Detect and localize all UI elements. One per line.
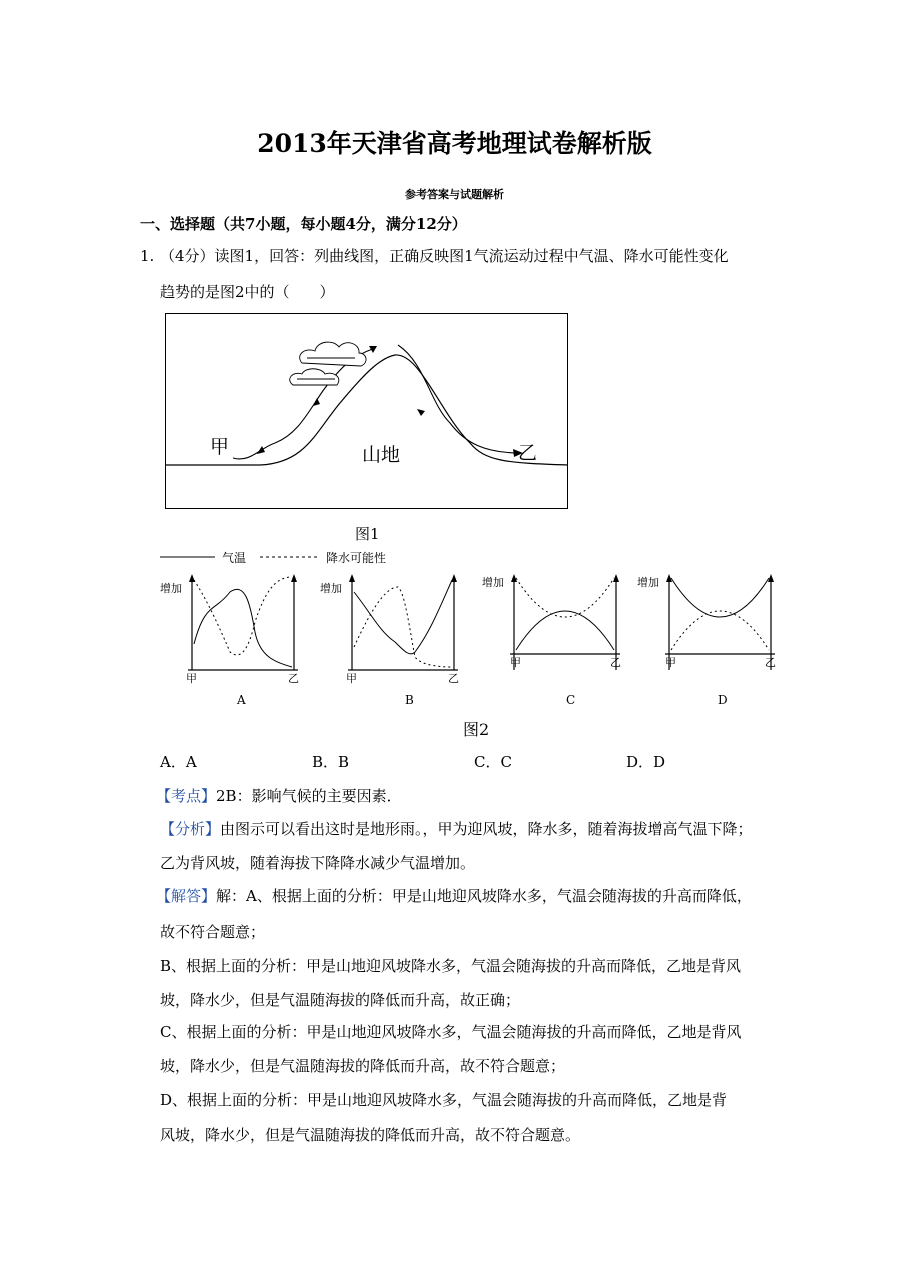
fig1-label-yi: 乙 [518,442,538,464]
panel-label-b: B [405,693,414,707]
jieda-line-2: 故不符合题意； [160,923,266,941]
chart-b-temp-line [354,580,452,654]
kaodian-line [156,786,402,806]
page-title: 2013年天津省高考地理试卷解析版 [257,129,652,158]
question-number: 1. [140,247,155,265]
chart-d-x-start: 甲 [665,656,676,669]
chart-panel-a [160,572,310,685]
fenxi-line-1 [160,819,753,839]
chart-c-svg [482,572,632,677]
panel-label-a: A [237,693,246,707]
jieda-tag: 【解答】 [156,887,217,905]
section-heading: 一、选择题（共7小题，每小题4分，满分12分） [140,215,467,233]
chart-c-x-end: 乙 [610,656,621,669]
chart-d-x-end: 乙 [765,656,776,669]
chart-c-y-label: 增加 [482,576,504,589]
cloud-icon [290,342,366,385]
legend-precip: 降水可能性 [326,551,387,565]
option-a: A．A [160,753,197,771]
jieda-b-line-1: B、根据上面的分析：甲是山地迎风坡降水多，气温会随海拔的升高而降低，乙地是背风 [160,957,742,975]
legend-temp: 气温 [222,551,247,565]
jieda-d-line-2: 风坡，降水少，但是气温随海拔的降低而升高，故不符合题意。 [160,1126,581,1144]
chart-panel-b [320,572,470,685]
figure-1-caption: 图1 [355,525,380,543]
kaodian-tag: 【考点】 [156,787,217,805]
chart-b-precip-line [354,587,452,667]
jieda-c-line-1: C、根据上面的分析：甲是山地迎风坡降水多，气温会随海拔的升高而降低，乙地是背风 [160,1023,742,1041]
chart-b-x-end: 乙 [448,672,459,685]
chart-d-y-label: 增加 [637,576,659,589]
fenxi-text-1: 由图示可以看出这时是地形雨。，甲为迎风坡，降水多，随着海拔增高气温下降； [220,820,753,838]
option-c: C．C [474,753,512,771]
panel-label-d: D [718,693,728,707]
panel-label-c: C [566,693,576,707]
mountain-diagram [165,313,568,509]
chart-a-svg [160,572,310,685]
chart-a-precip-line [194,577,292,655]
fig1-label-jia: 甲 [210,436,230,458]
question-line-1: （4分）读图1，回答：列曲线图，正确反映图1气流运动过程中气温、降水可能性变化 [160,247,729,265]
option-d: D．D [626,753,666,771]
jieda-text-1: 解：A、根据上面的分析：甲是山地迎风坡降水多，气温会随海拔的升高而降低， [216,887,752,905]
chart-b-x-start: 甲 [346,672,357,685]
chart-panel-c [482,572,632,681]
chart-c-x-start: 甲 [510,656,521,669]
fenxi-line-2: 乙为背风坡，随着海拔下降降水减少气温增加。 [160,854,476,872]
figure-2-caption: 图2 [463,720,490,739]
question-line-2: 趋势的是图2中的（ ） [160,283,335,301]
page-subtitle: 参考答案与试题解析 [405,188,504,201]
kaodian-text: 2B：影响气候的主要因素． [216,787,402,805]
airflow-down-arrow [398,345,520,453]
jieda-c-line-2: 坡，降水少，但是气温随海拔的降低而升高，故不符合题意； [160,1057,566,1075]
chart-d-svg [637,572,787,677]
jieda-b-line-2: 坡，降水少，但是气温随海拔的降低而升高，故正确； [160,991,521,1009]
chart-a-x-end: 乙 [288,672,299,685]
fenxi-tag: 【分析】 [160,820,221,838]
chart-panel-d [637,572,787,681]
figure-2-legend [160,548,400,569]
fig1-label-mountain: 山地 [362,444,401,466]
chart-a-x-start: 甲 [186,672,197,685]
chart-b-svg [320,572,470,685]
jieda-line-1 [156,886,752,906]
option-b: B．B [312,753,350,771]
chart-a-temp-line [194,589,292,667]
chart-b-y-label: 增加 [320,582,342,595]
jieda-d-line-1: D、根据上面的分析：甲是山地迎风坡降水多，气温会随海拔的升高而降低，乙地是背 [160,1091,728,1109]
chart-a-y-label: 增加 [160,582,182,595]
figure-1 [165,313,568,509]
